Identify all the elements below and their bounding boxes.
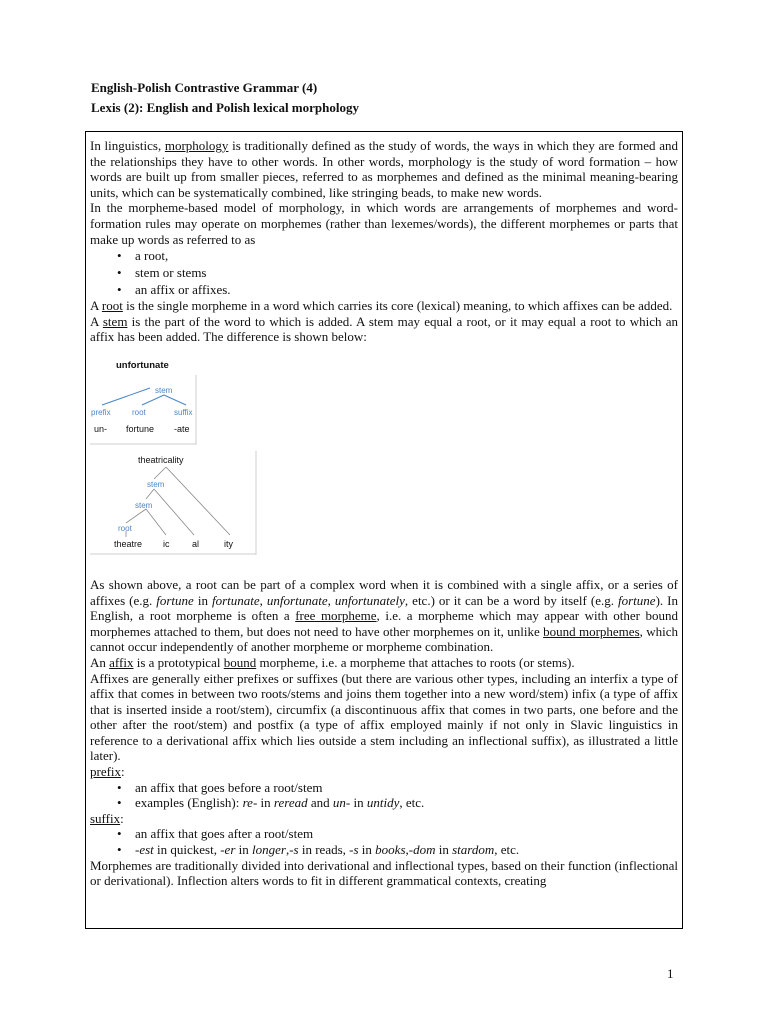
morpheme-un: un-	[94, 423, 108, 434]
list-item: • a root,	[90, 247, 678, 264]
prefix-list	[90, 780, 678, 811]
node-stem: stem	[147, 479, 165, 489]
document-title: English-Polish Contrastive Grammar (4)	[91, 80, 318, 95]
node-stem: stem	[135, 500, 153, 510]
suffix-heading: suffix:	[90, 810, 124, 826]
paragraph-morphology-definition: In linguistics, morphology is traditionally defined as the study of words, the ways in which they are formed and the relationships they have to other words. In other words, morphology is the study of word formation – how words are built up from smaller pieces, referred to as morphemes and defined as the minimal meaning-bearing units, which can be systematically combined, like stringing beads, to make new words.	[90, 138, 678, 200]
morpheme-theatre: theatre	[114, 538, 143, 549]
morpheme-parts-list	[90, 247, 678, 298]
list-item: • an affix that goes after a root/stem	[90, 826, 678, 842]
diagram-theatricality	[90, 451, 678, 569]
morpheme-fortune: fortune	[126, 423, 155, 434]
diagram-word: theatricality	[138, 454, 184, 465]
list-item: • an affix or affixes.	[90, 281, 678, 298]
list-item: • stem or stems	[90, 264, 678, 281]
paragraph-affix-definition: An affix is a prototypical bound morpheme, i.e. a morpheme that attaches to roots (or stems).	[90, 654, 575, 670]
morpheme-ate: -ate	[174, 423, 190, 434]
diagram-word: unfortunate	[116, 359, 169, 371]
term-bound-morphemes: bound morphemes	[543, 623, 640, 639]
page-number: 1	[667, 966, 674, 981]
paragraph-morpheme-types: Morphemes are traditionally divided into derivational and inflectional types, based on their function (inflectional or derivational). Inflection alters words to fit in different grammatical contexts, creating	[90, 857, 678, 889]
node-stem: stem	[155, 385, 173, 395]
list-item: • examples (English): re- in reread and un- in untidy, etc.	[90, 795, 678, 811]
node-prefix: prefix	[91, 407, 111, 417]
paragraph-root-definition: A root is the single morpheme in a word which carries its core (lexical) meaning, to which affixes can be added.	[90, 298, 673, 314]
diagram-theatricality-lines	[90, 451, 270, 569]
morpheme-ity: ity	[224, 538, 233, 549]
diagram-unfortunate	[90, 359, 678, 445]
prefix-heading: prefix:	[90, 764, 125, 780]
paragraph-affix-types: Affixes are generally either prefixes or suffixes (but there are various other types, including an interfix a type of affix that comes in between two roots/stems and joins them together into a new word/stem) infix (a type of affix that is inserted inside a root/stem), circumfix (a discontinuous affix that comes in two parts, one before and the other after the root/stem) and postfix (a type of affix employed mainly if not only in Slavic linguistics in reference to a derivational affix which lies outside a stem including an inflectional suffix), as illustrated a little later).	[90, 670, 678, 764]
document-subtitle: Lexis (2): English and Polish lexical morphology	[91, 100, 359, 115]
content-box	[85, 131, 683, 929]
suffix-list	[90, 826, 678, 857]
paragraph-free-bound: As shown above, a root can be part of a complex word when it is combined with a single affix, or a series of affixes (e.g. fortune in fortunate, unfortunate, unfortunately, etc.) or it can be a word by itself (e.g. fortune). In English, a root morpheme is often a free morpheme, i.e. a morpheme which may appear with other bound morphemes attached to them, but does not need to have other morphemes on it, unlike bound morphemes, which cannot occur independently of another morpheme or morpheme combination.	[90, 576, 679, 655]
term-stem: stem	[102, 313, 128, 329]
list-item: • an affix that goes before a root/stem	[90, 780, 678, 796]
term-bound: bound	[223, 654, 257, 670]
morpheme-al: al	[192, 538, 200, 549]
list-item: • -est in quickest, -er in longer,-s in reads, -s in books,-dom in stardom, etc.	[90, 842, 678, 858]
term-morphology: morphology	[164, 138, 229, 153]
node-suffix: suffix	[174, 407, 193, 417]
term-root: root	[101, 298, 123, 314]
node-root: root	[132, 407, 146, 417]
paragraph-stem-definition: A stem is the part of the word to which is added. A stem may equal a root, or it may equal a root to which an affix has been added. The difference is shown below:	[90, 313, 678, 345]
term-free-morpheme: free morpheme	[295, 608, 377, 624]
morpheme-ic: ic	[163, 538, 170, 549]
term-affix: affix	[109, 654, 134, 670]
node-root: root	[118, 523, 132, 533]
paragraph-morpheme-model: In the morpheme-based model of morphology, in which words are arrangements of morphemes and word-formation rules may operate on morphemes (rather than lexemes/words), the different morphemes or parts that make up words as referred to as	[90, 200, 678, 247]
